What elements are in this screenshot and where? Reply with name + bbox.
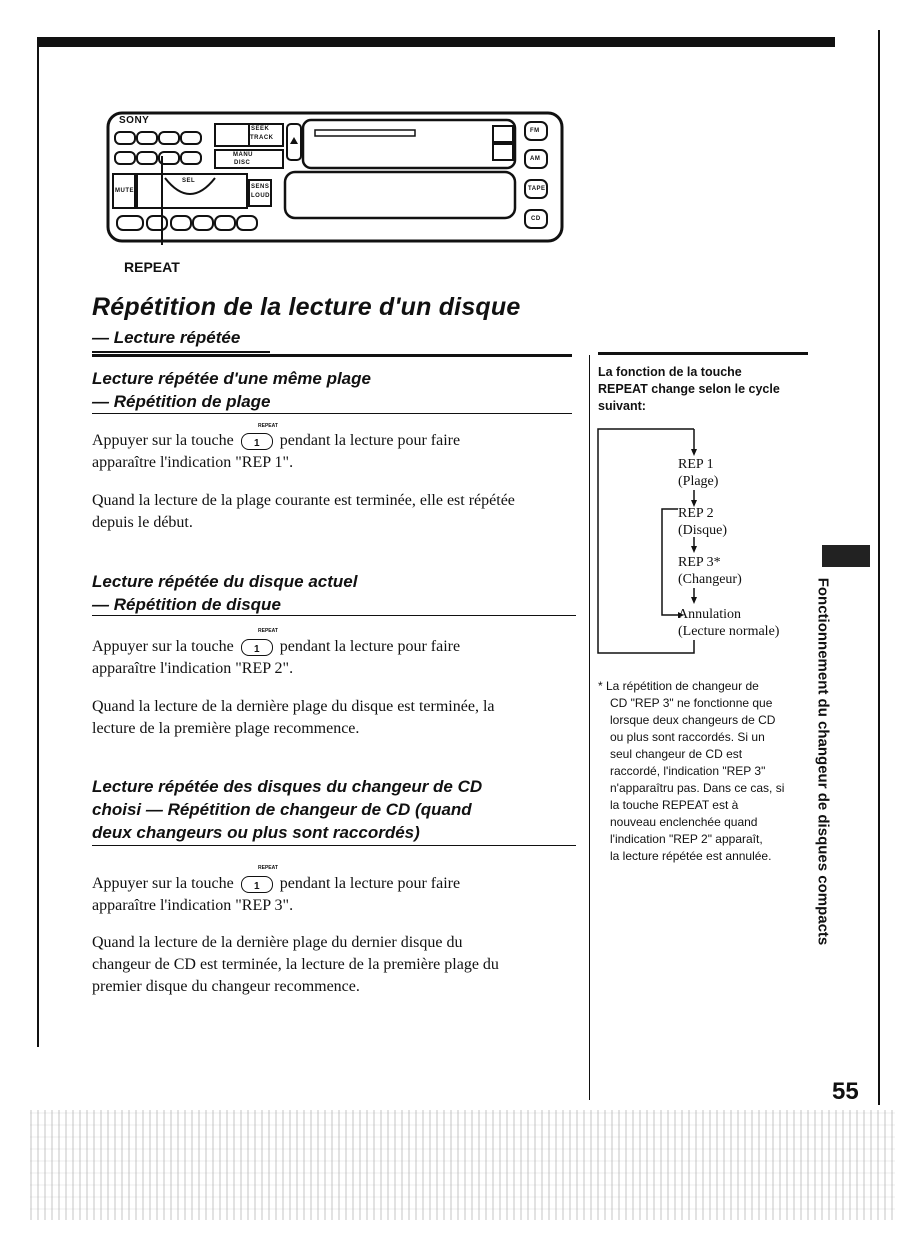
bottom-scan-noise [30, 1110, 895, 1220]
repeat-button-number: 1 [253, 437, 260, 449]
note-line-2: CD "REP 3" ne fonctionne que [610, 696, 773, 710]
mute-label: MUTE [115, 188, 134, 194]
cycle-step-1 [678, 456, 718, 490]
section2-heading [92, 570, 357, 616]
repeat-button-icon [241, 433, 273, 450]
track-label: TRACK [250, 135, 274, 141]
section2-instruction-line2: apparaître l'indication "REP 2". [92, 660, 294, 677]
loud-label: LOUD [251, 193, 270, 199]
cycle-mode-3: REP 3* [678, 555, 721, 570]
section2-glyph-label: REPEAT [258, 628, 278, 634]
page-title: Répétition de la lecture d'un disque [92, 293, 521, 321]
section3-rule [92, 845, 576, 846]
repeat-button-icon [241, 639, 273, 656]
section3-instr-after: pendant la lecture pour faire [279, 875, 461, 892]
section1-rule [92, 413, 572, 414]
section3-heading-line1: Lecture répétée des disques du changeur de CD [92, 777, 483, 796]
section1-para-line2: depuis le début. [92, 514, 193, 531]
note-line-11: la lecture répétée est annulée. [610, 849, 772, 863]
cycle-mode-1: REP 1 [678, 457, 714, 472]
note-line-7: n'apparaîtru pas. Dans ce cas, si [610, 781, 785, 795]
repeat-button-number: 1 [253, 643, 260, 655]
right-margin-line [878, 30, 880, 1105]
section2-instruction-line1 [92, 636, 572, 658]
note-line-1: * La répétition de changeur de [598, 679, 759, 693]
manu-label: MANU [233, 152, 253, 158]
section1-heading-line2: — Répétition de plage [92, 392, 271, 411]
title-rule [92, 351, 270, 353]
cycle-desc-2: (Disque) [678, 523, 727, 538]
section2-paragraph [92, 696, 572, 740]
section3-para-line2: changeur de CD est terminée, la lecture de la première plage du [92, 956, 499, 973]
tape-label: TAPE [528, 186, 546, 192]
section2-instr-before: Appuyer sur la touche [92, 638, 234, 655]
page-number: 55 [832, 1078, 859, 1105]
note-line-8: la touche REPEAT est à [610, 798, 739, 812]
section2-para-line1: Quand la lecture de la dernière plage du disque est terminée, la [92, 698, 495, 715]
section1-instr-after: pendant la lecture pour faire [279, 432, 461, 449]
section3-heading [92, 775, 482, 844]
section1-paragraph [92, 490, 572, 534]
seek-label: SEEK [251, 126, 270, 132]
brand-logo: SONY [119, 115, 150, 126]
sidebar-footnote [598, 678, 818, 865]
sens-label: SENS [251, 184, 270, 190]
sidebar-intro-line1: La fonction de la touche [598, 365, 742, 379]
section1-glyph-label: REPEAT [258, 423, 278, 429]
section3-para-line1: Quand la lecture de la dernière plage du dernier disque du [92, 934, 463, 951]
section1-instruction [92, 430, 572, 474]
page-subtitle: — Lecture répétée [92, 328, 241, 347]
top-rule [37, 37, 835, 47]
sidebar-rule [598, 352, 808, 355]
fm-label: FM [530, 128, 540, 134]
section1-para-line1: Quand la lecture de la plage courante est terminée, elle est répétée [92, 492, 515, 509]
main-column-rule [92, 354, 572, 357]
note-line-5: seul changeur de CD est [610, 747, 743, 761]
sidebar-intro-line2: REPEAT change selon le cycle [598, 382, 780, 396]
column-divider [589, 355, 590, 1100]
section3-instruction-line2: apparaître l'indication "REP 3". [92, 897, 294, 914]
section2-rule [92, 615, 576, 616]
sel-label: SEL [182, 178, 196, 184]
section1-heading-line1: Lecture répétée d'une même plage [92, 369, 371, 388]
car-stereo-drawing [105, 110, 565, 245]
note-line-6: raccordé, l'indication "REP 3" [610, 764, 766, 778]
section3-glyph-label: REPEAT [258, 865, 278, 871]
section3-heading-line2: choisi — Répétition de changeur de CD (quand [92, 800, 472, 819]
repeat-button-icon [241, 876, 273, 893]
car-stereo-illustration [105, 110, 565, 245]
cycle-desc-1: (Plage) [678, 474, 719, 489]
section3-instruction [92, 873, 572, 917]
section3-instr-before: Appuyer sur la touche [92, 875, 234, 892]
section3-para-line3: premier disque du changeur recommence. [92, 978, 360, 995]
section2-instruction [92, 636, 572, 680]
section2-instr-after: pendant la lecture pour faire [279, 638, 461, 655]
note-line-9: nouveau enclenchée quand [610, 815, 758, 829]
section1-instr-before: Appuyer sur la touche [92, 432, 234, 449]
note-line-4: ou plus sont raccordés. Si un [610, 730, 765, 744]
cycle-desc-3: (Changeur) [678, 572, 742, 587]
cycle-step-3 [678, 554, 742, 588]
sidebar-intro [598, 364, 818, 415]
cycle-mode-4: Annulation [678, 607, 741, 622]
am-label: AM [530, 156, 541, 162]
section1-instruction-line1 [92, 430, 572, 452]
cycle-mode-2: REP 2 [678, 506, 714, 521]
disc-label: DISC [234, 160, 251, 166]
section2-heading-line1: Lecture répétée du disque actuel [92, 572, 358, 591]
section2-heading-line2: — Répétition de disque [92, 595, 281, 614]
sidebar-intro-line3: suivant: [598, 399, 646, 413]
section1-heading [92, 367, 371, 413]
section3-heading-line3: deux changeurs ou plus sont raccordés) [92, 823, 420, 842]
repeat-button-number: 1 [253, 880, 260, 892]
note-line-10: l'indication "REP 2" apparaît, [610, 832, 763, 846]
section3-instruction-line1 [92, 873, 572, 895]
section3-paragraph [92, 932, 572, 998]
cycle-step-4 [678, 606, 779, 640]
cd-label: CD [531, 216, 541, 222]
left-margin-line [37, 37, 39, 1047]
section2-para-line2: lecture de la première plage recommence. [92, 720, 360, 737]
note-line-3: lorsque deux changeurs de CD [610, 713, 776, 727]
cycle-step-2 [678, 505, 727, 539]
cycle-desc-4: (Lecture normale) [678, 624, 780, 639]
side-tab-title: Fonctionnement du changeur de disques compacts [814, 577, 832, 946]
repeat-callout-label: REPEAT [124, 259, 180, 275]
section1-instruction-line2: apparaître l'indication "REP 1". [92, 454, 294, 471]
